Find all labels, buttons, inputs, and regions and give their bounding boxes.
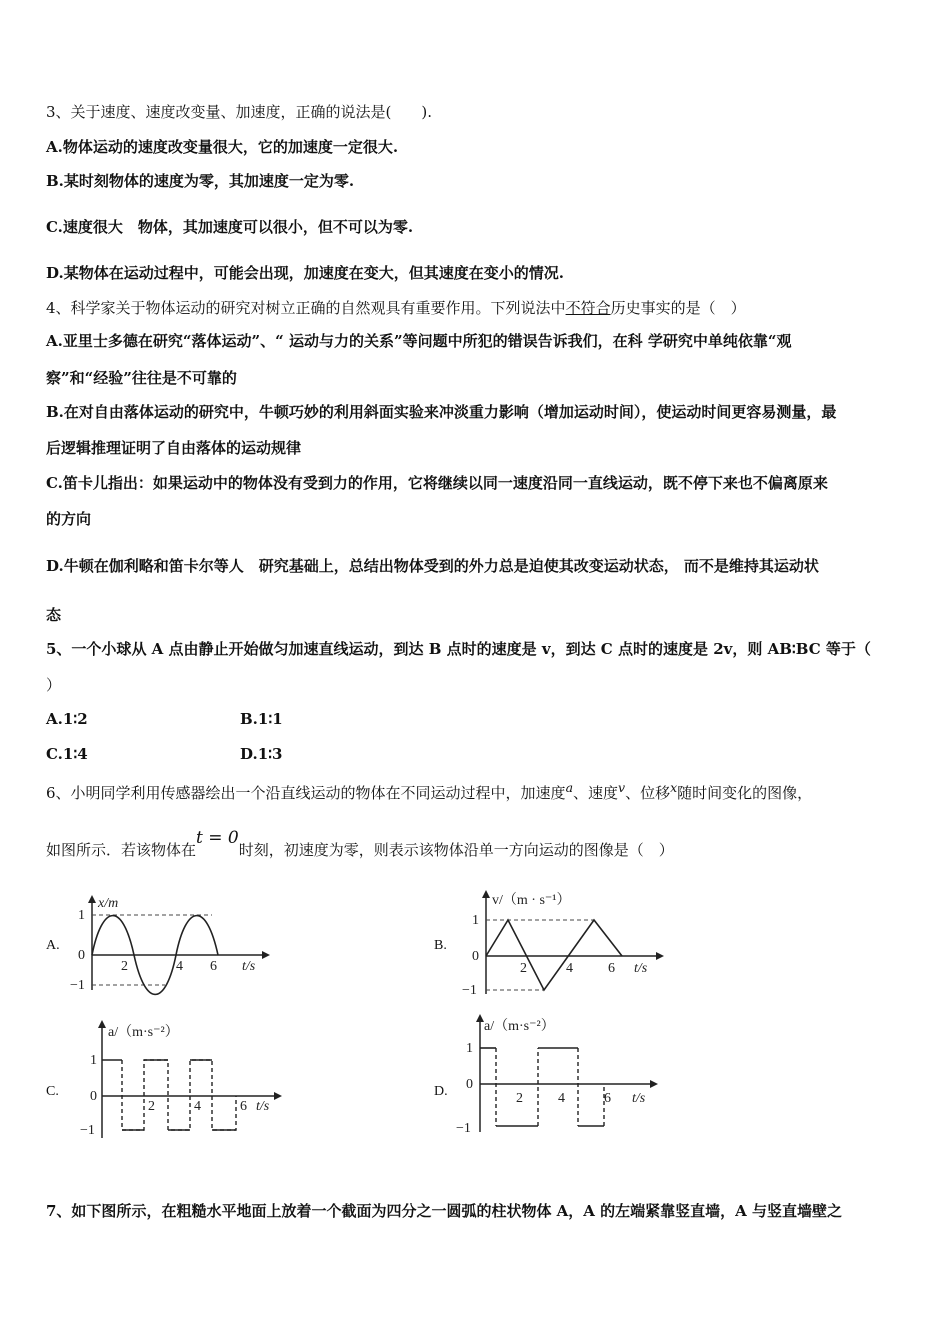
q4-stem-underlined: 不符合	[565, 299, 611, 317]
graph-d-xtick-4: 4	[558, 1091, 565, 1106]
q3-stem: 3、关于速度、速度改变量、加速度，正确的说法是( ).	[46, 103, 433, 121]
graph-b-xtick-4: 4	[566, 961, 573, 976]
graph-c-xlabel: t/s	[256, 1099, 270, 1114]
symbol-x: x	[670, 780, 678, 795]
graph-d-ylabel: a/（m·s⁻²）	[484, 1019, 555, 1034]
q5-option-b: B.1∶1	[240, 710, 283, 728]
graph-c-xtick-4: 4	[194, 1099, 201, 1114]
q4-stem	[46, 298, 746, 318]
graph-d-ytick-1: 1	[466, 1041, 473, 1056]
graph-b-ylabel: v/（m · s⁻¹）	[492, 893, 571, 908]
graph-c-ytick-0: 0	[90, 1089, 97, 1104]
graph-a-xtick-2: 2	[121, 959, 128, 974]
graph-d-label: D.	[434, 1084, 448, 1099]
symbol-t0: t = 0	[196, 828, 239, 848]
q6-stem-part: 随时间变化的图像，	[677, 784, 813, 802]
q4-option-c-line2: 的方向	[46, 510, 92, 528]
q7-stem: 7、如下图所示，在粗糙水平地面上放着一个截面为四分之一圆弧的柱状物体 A，A 的左端紧靠竖直墙，A 与竖直墙壁之	[46, 1202, 843, 1220]
q6-stem-part: 、位移	[625, 784, 671, 802]
graph-b-label: B.	[434, 938, 447, 953]
graph-d-a-t	[454, 1014, 664, 1136]
q6-stem-part: 、速度	[573, 784, 619, 802]
q6-stem-part: 如图所示．若该物体在	[46, 841, 197, 859]
q5-option-d: D.1∶3	[240, 745, 283, 763]
graph-b-ytick-neg1: −1	[462, 983, 477, 998]
graph-d-xtick-6: 6	[604, 1091, 611, 1106]
q5-stem-line2: ）	[46, 676, 62, 694]
graph-b-xtick-2: 2	[520, 961, 527, 976]
graph-c-xtick-6: 6	[240, 1099, 247, 1114]
graph-c-a-t	[78, 1020, 288, 1142]
graph-a-ylabel: x/m	[98, 896, 119, 911]
graph-d-xlabel: t/s	[632, 1091, 646, 1106]
graph-b-xtick-6: 6	[608, 961, 615, 976]
graph-a-ytick-0: 0	[78, 948, 85, 963]
q4-option-d-line2: 态	[46, 606, 62, 624]
graph-d-ytick-0: 0	[466, 1077, 473, 1092]
symbol-v: v	[618, 780, 626, 795]
q4-stem-pre: 4、科学家关于物体运动的研究对树立正确的自然观具有重要作用。下列说法中	[46, 299, 566, 317]
graph-d-ytick-neg1: −1	[456, 1121, 471, 1136]
graph-b-ytick-0: 0	[472, 949, 479, 964]
q4-option-b-line2: 后逻辑推理证明了自由落体的运动规律	[46, 439, 302, 457]
graph-a-ytick-1: 1	[78, 908, 85, 923]
graph-c-label: C.	[46, 1084, 59, 1099]
graph-a-ytick-neg1: −1	[70, 978, 85, 993]
q5-option-c: C.1∶4	[46, 745, 88, 763]
graph-c-ytick-1: 1	[90, 1053, 97, 1068]
q4-option-d-line1: D.牛顿在伽利略和笛卡尔等人 研究基础上，总结出物体受到的外力总是迫使其改变运动状态， 而不是维持其运动状	[46, 557, 819, 575]
q3-option-b: B.某时刻物体的速度为零，其加速度一定为零.	[46, 172, 355, 190]
q5-option-a: A.1∶2	[46, 710, 88, 728]
q6-stem-line2	[46, 828, 674, 860]
graph-a-x-t	[70, 895, 270, 995]
q6-stem-line1	[46, 778, 812, 803]
q4-stem-post: 历史事实的是（ ）	[610, 299, 746, 317]
graph-d-xtick-2: 2	[516, 1091, 523, 1106]
graph-a-label: A.	[46, 938, 60, 953]
graph-c-ylabel: a/（m·s⁻²）	[108, 1025, 179, 1040]
graph-b-v-t	[458, 890, 668, 998]
graph-a-xtick-4: 4	[176, 959, 183, 974]
graph-c-xtick-2: 2	[148, 1099, 155, 1114]
q4-option-a-line1: A.亚里士多德在研究“落体运动”、“ 运动与力的关系”等问题中所犯的错误告诉我们，在科 学研究中单纯依靠“观	[46, 332, 792, 350]
q4-option-b-line1: B.在对自由落体运动的研究中，牛顿巧妙的利用斜面实验来冲淡重力影响（增加运动时间），使运动时间更容易测量，最	[46, 403, 837, 421]
graph-a-xlabel: t/s	[242, 959, 256, 974]
symbol-a: a	[565, 780, 574, 795]
q3-option-d: D.某物体在运动过程中，可能会出现，加速度在变大，但其速度在变小的情况.	[46, 264, 564, 282]
graph-c-ytick-neg1: −1	[80, 1123, 95, 1138]
q4-option-a-line2: 察”和“经验”往往是不可靠的	[46, 369, 237, 387]
q6-stem-part: 6、小明同学利用传感器绘出一个沿直线运动的物体在不同运动过程中，加速度	[46, 784, 566, 802]
q3-option-c: C.速度很大 物体，其加速度可以很小，但不可以为零.	[46, 218, 414, 236]
q3-option-a: A.物体运动的速度改变量很大，它的加速度一定很大.	[46, 138, 399, 156]
graph-b-ytick-1: 1	[472, 913, 479, 928]
q4-option-c-line1: C.笛卡儿指出：如果运动中的物体没有受到力的作用，它将继续以同一速度沿同一直线运动，既不停下来也不偏离原来	[46, 474, 828, 492]
graph-b-xlabel: t/s	[634, 961, 648, 976]
q6-stem-part: 时刻，初速度为零，则表示该物体沿单一方向运动的图像是（ ）	[238, 841, 674, 859]
q5-stem-line1: 5、一个小球从 A 点由静止开始做匀加速直线运动，到达 B 点时的速度是 v，到达 C 点时的速度是 2v，则 AB∶BC 等于（	[46, 640, 871, 658]
graph-a-xtick-6: 6	[210, 959, 217, 974]
